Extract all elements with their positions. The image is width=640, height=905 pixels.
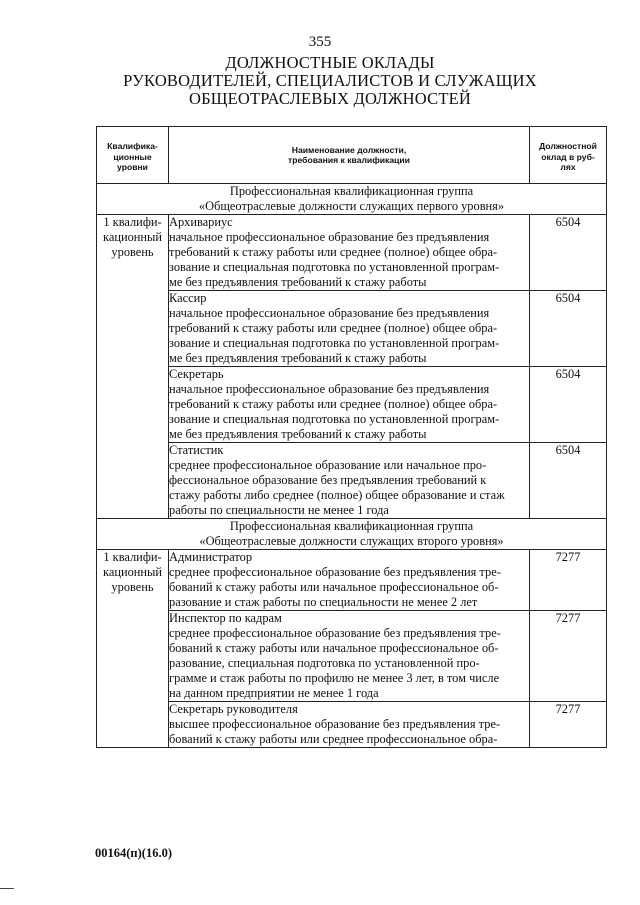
table-header-row: [97, 127, 607, 184]
header-salary: Должностной оклад в руб- лях: [530, 127, 607, 184]
table-row: [97, 291, 607, 367]
title-line: РУКОВОДИТЕЛЕЙ, СПЕЦИАЛИСТОВ И СЛУЖАЩИХ: [123, 71, 537, 90]
position-description: Инспектор по кадрам среднее профессиональное образование без предъявления тре- бований к стажу работы или начальное профессиональное об- разование, специальная подготовка по установленной про- грамме и стаж работы по профилю не менее 3 лет, в том числе на данном предприятии не менее 1 года: [169, 611, 530, 702]
position-description: Секретарь руководителя высшее профессиональное образование без предъявления тре- бований к стажу работы или среднее профессиональное обра-: [169, 702, 530, 748]
group-title: Профессиональная квалификационная группа «Общеотраслевые должности служащих первого уровня»: [97, 184, 607, 215]
position-name: Кассир: [169, 291, 207, 305]
table-row: [97, 443, 607, 519]
qualification-level: 1 квалифи- кационный уровень: [97, 215, 169, 519]
position-description: Секретарь начальное профессиональное образование без предъявления требований к стажу работы или среднее (полное) общее обра- зование и специальная подготовка по установленной програм- ме без предъявления требований к стажу работы: [169, 367, 530, 443]
title-line: ОБЩЕОТРАСЛЕВЫХ ДОЛЖНОСТЕЙ: [188, 89, 471, 108]
table-row: [97, 367, 607, 443]
position-name: Статистик: [169, 443, 224, 457]
position-description: Статистик среднее профессиональное образование или начальное про- фессиональное образование без предъявления требований к стажу работы либо среднее (полное) общее образование и стаж работы по специальности не менее 1 года: [169, 443, 530, 519]
salary-value: 7277: [530, 702, 607, 748]
margin-mark: [0, 888, 14, 889]
position-name: Администратор: [169, 550, 253, 564]
header-position: Наименование должности, требования к квалификации: [169, 127, 530, 184]
qualification-level: 1 квалифи- кационный уровень: [97, 550, 169, 748]
position-description: Архивариус начальное профессиональное образование без предъявления требований к стажу работы или среднее (полное) общее обра- зование и специальная подготовка по установленной програм- ме без предъявления требований к стажу работы: [169, 215, 530, 291]
group-header-row: [97, 519, 607, 550]
salary-value: 7277: [530, 611, 607, 702]
document-code: 00164(п)(16.0): [95, 846, 172, 860]
table-row: [97, 215, 607, 291]
group-title: Профессиональная квалификационная группа «Общеотраслевые должности служащих второго уровня»: [97, 519, 607, 550]
position-name: Архивариус: [169, 215, 233, 229]
salary-value: 6504: [530, 443, 607, 519]
salary-value: 6504: [530, 215, 607, 291]
salary-value: 6504: [530, 291, 607, 367]
salary-table: [96, 126, 607, 748]
salary-value: 6504: [530, 367, 607, 443]
position-name: Секретарь руководителя: [169, 702, 298, 716]
title-line: ДОЛЖНОСТНЫЕ ОКЛАДЫ: [225, 53, 435, 72]
table-row: [97, 702, 607, 748]
page-number: 355: [308, 34, 332, 50]
position-name: Инспектор по кадрам: [169, 611, 282, 625]
document-title: [80, 54, 580, 108]
table-row: [97, 550, 607, 611]
table-row: [97, 611, 607, 702]
group-header-row: [97, 184, 607, 215]
header-level: Квалифика- ционные уровни: [97, 127, 169, 184]
position-description: Кассир начальное профессиональное образование без предъявления требований к стажу работы или среднее (полное) общее обра- зование и специальная подготовка по установленной програм- ме без предъявления требований к стажу работы: [169, 291, 530, 367]
position-description: Администратор среднее профессиональное образование без предъявления тре- бований к стажу работы или начальное профессиональное об- разование и стаж работы по специальности не менее 2 лет: [169, 550, 530, 611]
salary-value: 7277: [530, 550, 607, 611]
position-name: Секретарь: [169, 367, 224, 381]
